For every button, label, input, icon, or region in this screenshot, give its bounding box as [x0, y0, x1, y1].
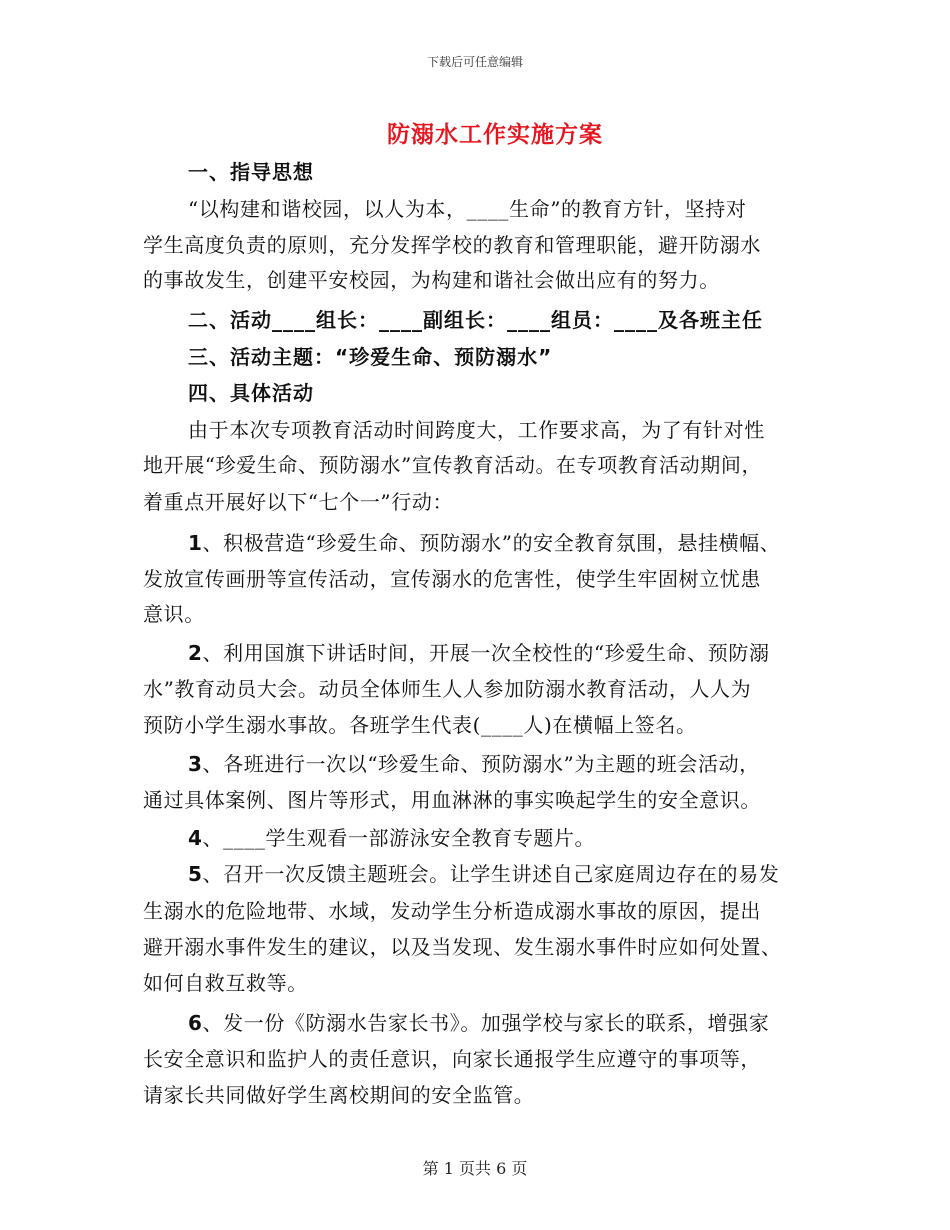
item-number: 6 [188, 1011, 203, 1035]
paragraph-line: 水”教育动员大会。动员全体师生人人参加防溺水教育活动，人人为 [143, 677, 752, 701]
paragraph-line: 着重点开展好以下“七个一”行动： [143, 490, 454, 514]
document-title: 防溺水工作实施方案 [387, 121, 603, 148]
item-number: 3 [188, 752, 203, 776]
paragraph-line: 长安全意识和监护人的责任意识，向家长通报学生应遵守的事项等， [143, 1047, 761, 1071]
paragraph-line: 意识。 [143, 602, 205, 626]
paragraph-line: “以构建和谐校园，以人为本，____生命”的教育方针，坚持对 [188, 197, 747, 221]
paragraph-line: 生溺水的危险地带、水域，发动学生分析造成溺水事故的原因，提出 [143, 899, 761, 923]
header-note: 下载后可任意编辑 [426, 55, 523, 69]
paragraph-line: 请家长共同做好学生离校期间的安全监管。 [143, 1083, 535, 1107]
item-text: 、积极营造“珍爱生命、预防溺水”的安全教育氛围，悬挂横幅、 [202, 531, 781, 555]
list-item-6 [188, 1011, 769, 1035]
section-heading-organization: 二、活动____组长：____副组长：____组员：____及各班主任 [188, 308, 763, 332]
item-number: 2 [188, 641, 203, 665]
paragraph-line: 学生高度负责的原则，充分发挥学校的教育和管理职能，避开防溺水 [143, 233, 761, 257]
paragraph-line: 由于本次专项教育活动时间跨度大，工作要求高，为了有针对性 [188, 418, 765, 442]
item-text: 、发一份《防溺水告家长书》。加强学校与家长的联系，增强家 [202, 1011, 770, 1035]
paragraph-line: 预防小学生溺水事故。各班学生代表(____人)在横幅上签名。 [143, 713, 697, 737]
paragraph-line: 发放宣传画册等宣传活动，宣传溺水的危害性，使学生牢固树立忧患 [143, 567, 761, 591]
item-text: 、利用国旗下讲话时间，开展一次全校性的“珍爱生命、预防溺 [202, 641, 770, 665]
item-text: 、召开一次反馈主题班会。让学生讲述自己家庭周边存在的易发 [202, 862, 780, 886]
list-item-2 [188, 641, 770, 665]
item-text: 、____学生观看一部游泳安全教育专题片。 [202, 826, 596, 850]
list-item-1 [188, 531, 780, 555]
list-item-4 [188, 826, 595, 850]
paragraph-line: 如何自救互救等。 [143, 971, 308, 995]
paragraph-line: 的事故发生，创建平安校园，为构建和谐社会做出应有的努力。 [143, 268, 720, 292]
item-number: 4 [188, 826, 203, 850]
page-footer: 第 1 页共 6 页 [422, 1159, 528, 1178]
list-item-3 [188, 752, 760, 776]
item-text: 、各班进行一次以“珍爱生命、预防溺水”为主题的班会活动， [202, 752, 760, 776]
section-heading-activities: 四、具体活动 [188, 381, 314, 405]
paragraph-line: 地开展“珍爱生命、预防溺水”宣传教育活动。在专项教育活动期间， [143, 453, 763, 477]
item-number: 1 [188, 531, 203, 555]
item-number: 5 [188, 862, 203, 886]
paragraph-line: 通过具体案例、图片等形式，用血淋淋的事实唤起学生的安全意识。 [143, 788, 761, 812]
section-heading-theme: 三、活动主题：“珍爱生命、预防溺水” [188, 345, 553, 369]
list-item-5 [188, 862, 779, 886]
section-heading-guiding-thought: 一、指导思想 [188, 160, 314, 184]
paragraph-line: 避开溺水事件发生的建议，以及当发现、发生溺水事件时应如何处置、 [143, 935, 782, 959]
